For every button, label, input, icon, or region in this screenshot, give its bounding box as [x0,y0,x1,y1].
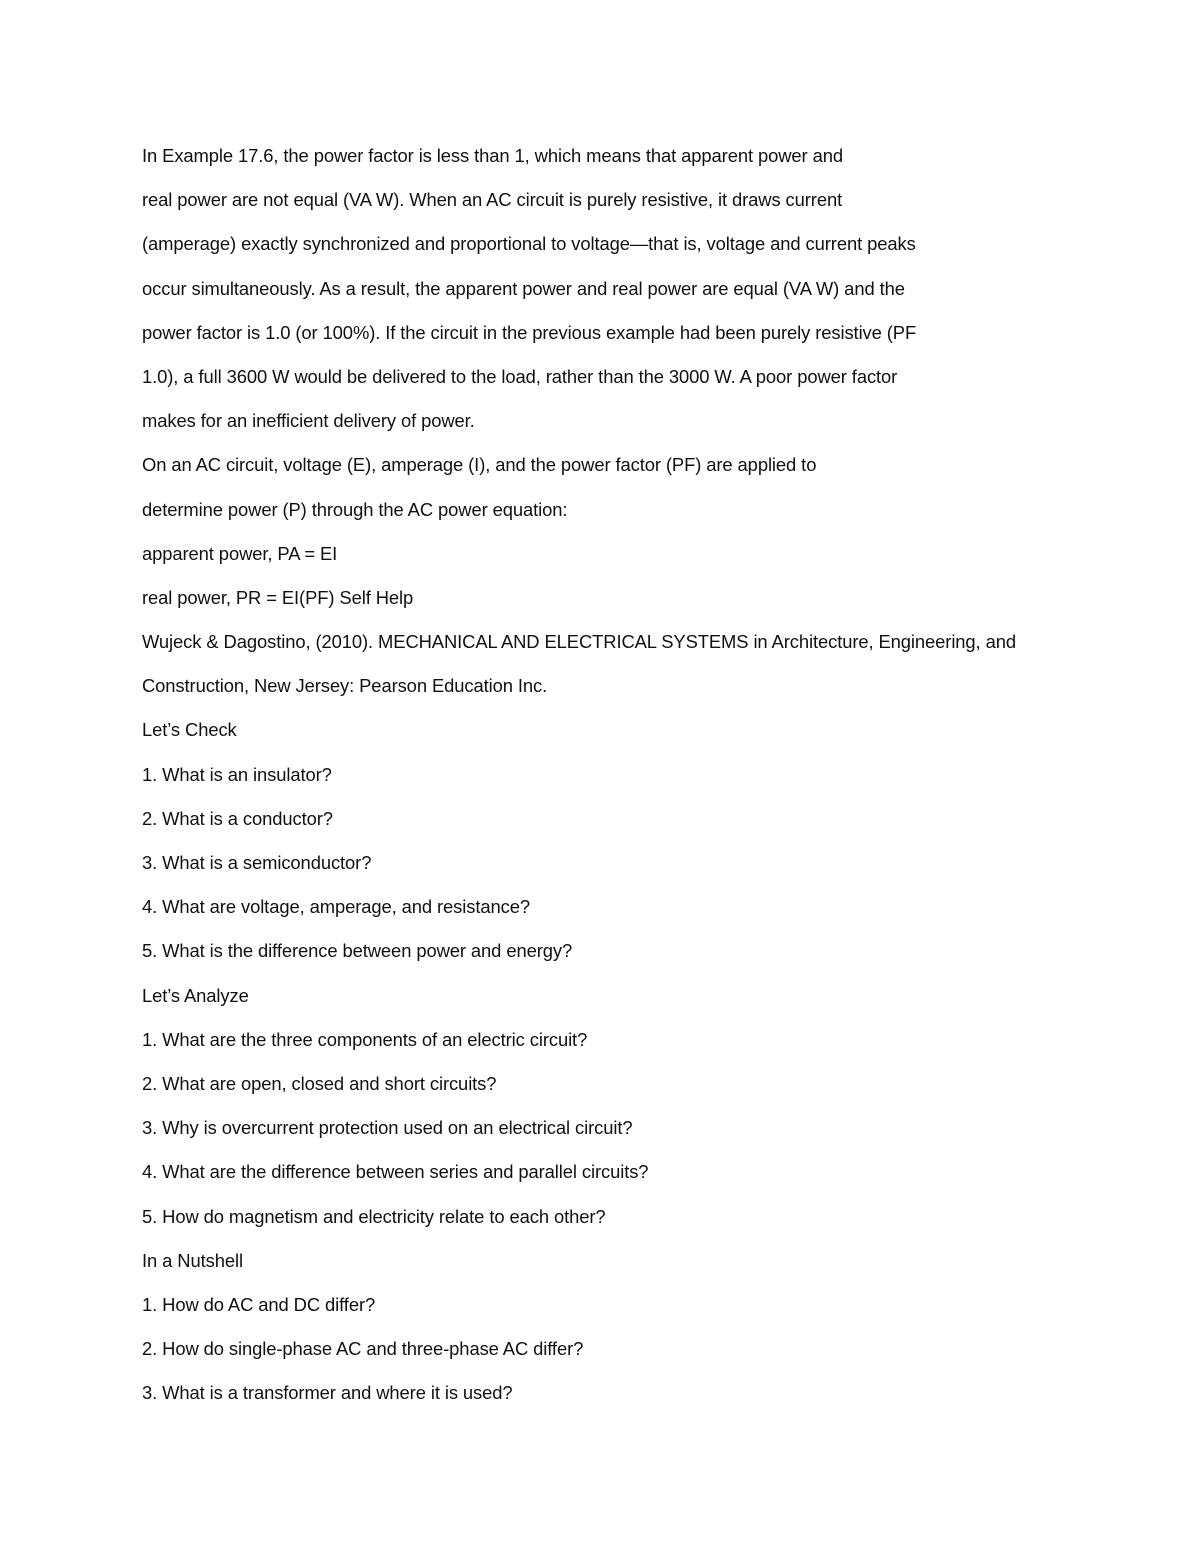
question-item: 4. What are voltage, amperage, and resistance? [142,896,530,918]
question-item: 1. What is an insulator? [142,763,332,785]
text-line: (amperage) exactly synchronized and proportional to voltage—that is, voltage and current peaks [142,233,916,255]
question-item: 3. Why is overcurrent protection used on an electrical circuit? [142,1117,633,1139]
text-line: occur simultaneously. As a result, the apparent power and real power are equal (VA W) and the [142,277,905,299]
document-body [142,134,1142,1415]
text-line: real power are not equal (VA W). When an AC circuit is purely resistive, it draws current [142,189,843,211]
text-line: makes for an inefficient delivery of power. [142,410,475,432]
question-item: 1. What are the three components of an electric circuit? [142,1028,588,1050]
text-line: Construction, New Jersey: Pearson Education Inc. [142,675,548,697]
section-heading: Let’s Check [142,719,237,741]
reference-citation [142,620,1142,708]
question-item: 4. What are the difference between series and parallel circuits? [142,1161,649,1183]
paragraph-ac-equation [142,443,1142,531]
question-item: 1. How do AC and DC differ? [142,1293,376,1315]
section-heading: In a Nutshell [142,1249,243,1271]
paragraph-power-factor [142,134,1142,443]
text-line: Wujeck & Dagostino, (2010). MECHANICAL AND ELECTRICAL SYSTEMS in Architecture, Engineering, and [142,631,1016,653]
question-item: 3. What is a transformer and where it is used? [142,1382,513,1404]
text-line: On an AC circuit, voltage (E), amperage (I), and the power factor (PF) are applied to [142,454,817,476]
question-item: 2. What are open, closed and short circuits? [142,1072,497,1094]
equation-apparent-power: apparent power, PA = EI [142,542,338,564]
text-line: power factor is 1.0 (or 100%). If the circuit in the previous example had been purely resistive (PF [142,321,917,343]
question-item: 5. How do magnetism and electricity relate to each other? [142,1205,606,1227]
section-in-a-nutshell [142,1239,1142,1416]
section-heading: Let’s Analyze [142,984,249,1006]
question-item: 5. What is the difference between power and energy? [142,940,573,962]
section-lets-analyze [142,974,1142,1239]
text-line: In Example 17.6, the power factor is less than 1, which means that apparent power and [142,145,843,166]
question-item: 3. What is a semiconductor? [142,852,372,873]
question-item: 2. What is a conductor? [142,807,333,829]
text-line: 1.0), a full 3600 W would be delivered to the load, rather than the 3000 W. A poor power factor [142,365,898,387]
equation-real-power: real power, PR = EI(PF) Self Help [142,586,414,608]
question-item: 2. How do single-phase AC and three-phase AC differ? [142,1338,584,1360]
section-lets-check [142,708,1142,973]
text-line: determine power (P) through the AC power equation: [142,498,568,520]
